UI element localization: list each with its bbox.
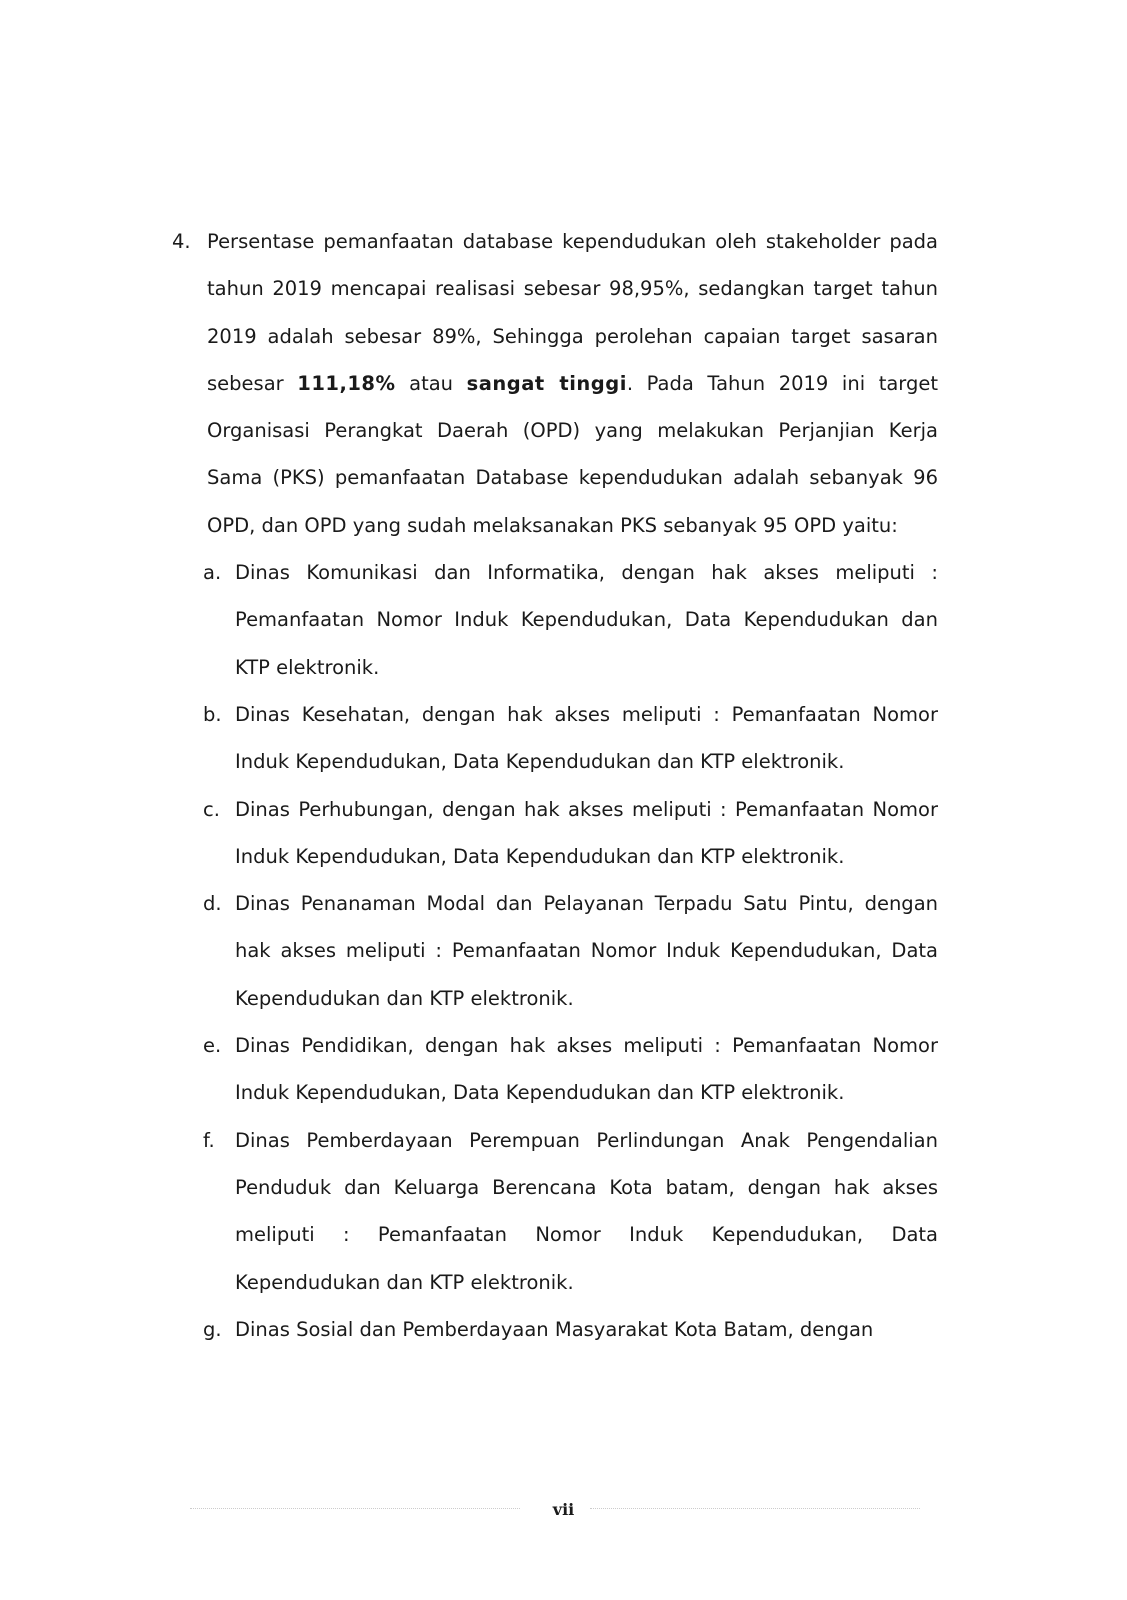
achievement-category: sangat tinggi — [466, 371, 627, 395]
sub-item-label: c. — [203, 797, 220, 821]
sub-item-text: Dinas Kesehatan, dengan hak akses meliputi : Pemanfaatan Nomor Induk Kependudukan, Data Kependudukan dan KTP elektronik. — [235, 702, 938, 774]
page-number: vii — [552, 1500, 575, 1519]
sub-item-text: Dinas Penanaman Modal dan Pelayanan Terpadu Satu Pintu, dengan hak akses meliputi : Pemanfaatan Nomor Induk Kependudukan, Data Kependudukan dan KTP elektronik. — [235, 892, 938, 1010]
sub-list-item — [203, 691, 938, 786]
sub-item-text: Dinas Pendidikan, dengan hak akses meliputi : Pemanfaatan Nomor Induk Kependudukan, Data Kependudukan dan KTP elektronik. — [235, 1034, 938, 1105]
sub-item-text: Dinas Perhubungan, dengan hak akses meliputi : Pemanfaatan Nomor Induk Kependudukan, Data Kependudukan dan KTP elektronik. — [235, 797, 938, 868]
achievement-percent: 111,18% — [297, 371, 396, 395]
sub-item-text: Dinas Komunikasi dan Informatika, dengan hak akses meliputi : Pemanfaatan Nomor Induk Kependudukan, Data Kependudukan dan KTP elektronik. — [235, 561, 938, 679]
item-body — [203, 218, 938, 1353]
sub-list-item — [203, 786, 938, 881]
item-text: atau — [395, 371, 467, 395]
sub-list — [203, 549, 938, 1353]
sub-list-item — [203, 1022, 938, 1117]
sub-item-label: g. — [203, 1317, 222, 1341]
sub-list-item — [203, 1306, 938, 1353]
sub-item-label: d. — [203, 892, 222, 916]
sub-list-item — [203, 880, 938, 1022]
sub-item-label: e. — [203, 1034, 222, 1058]
document-page — [172, 218, 938, 1353]
sub-list-item — [203, 549, 938, 691]
sub-item-text: Dinas Sosial dan Pemberdayaan Masyarakat Kota Batam, dengan — [235, 1317, 874, 1341]
list-item-4 — [172, 218, 938, 1353]
item-text: Persentase pemanfaatan database kependudukan oleh stakeholder pada tahun 2019 mencapai realisasi sebesar 98,95%, sedangkan target tahun 2019 adalah sebesar 89%, Sehingga perolehan capaian target sasaran sebesar — [207, 230, 938, 395]
sub-list-item — [203, 1117, 938, 1306]
sub-item-label: a. — [203, 561, 222, 585]
sub-item-label: b. — [203, 702, 222, 726]
item-text: . Pada Tahun 2019 ini target Organisasi Perangkat Daerah (OPD) yang melakukan Perjanjian Kerja Sama (PKS) pemanfaatan Database kependudukan adalah sebanyak 96 OPD, dan OPD yang sudah melaksanakan PKS sebanyak 95 OPD yaitu: — [207, 371, 938, 537]
sub-item-text: Dinas Pemberdayaan Perempuan Perlindungan Anak Pengendalian Penduduk dan Keluarga Berencana Kota batam, dengan hak akses meliputi : Pemanfaatan Nomor Induk Kependudukan, Data Kependudukan dan KTP elektronik. — [235, 1128, 938, 1294]
sub-item-label: f. — [203, 1128, 215, 1152]
item-number: 4. — [172, 230, 191, 253]
